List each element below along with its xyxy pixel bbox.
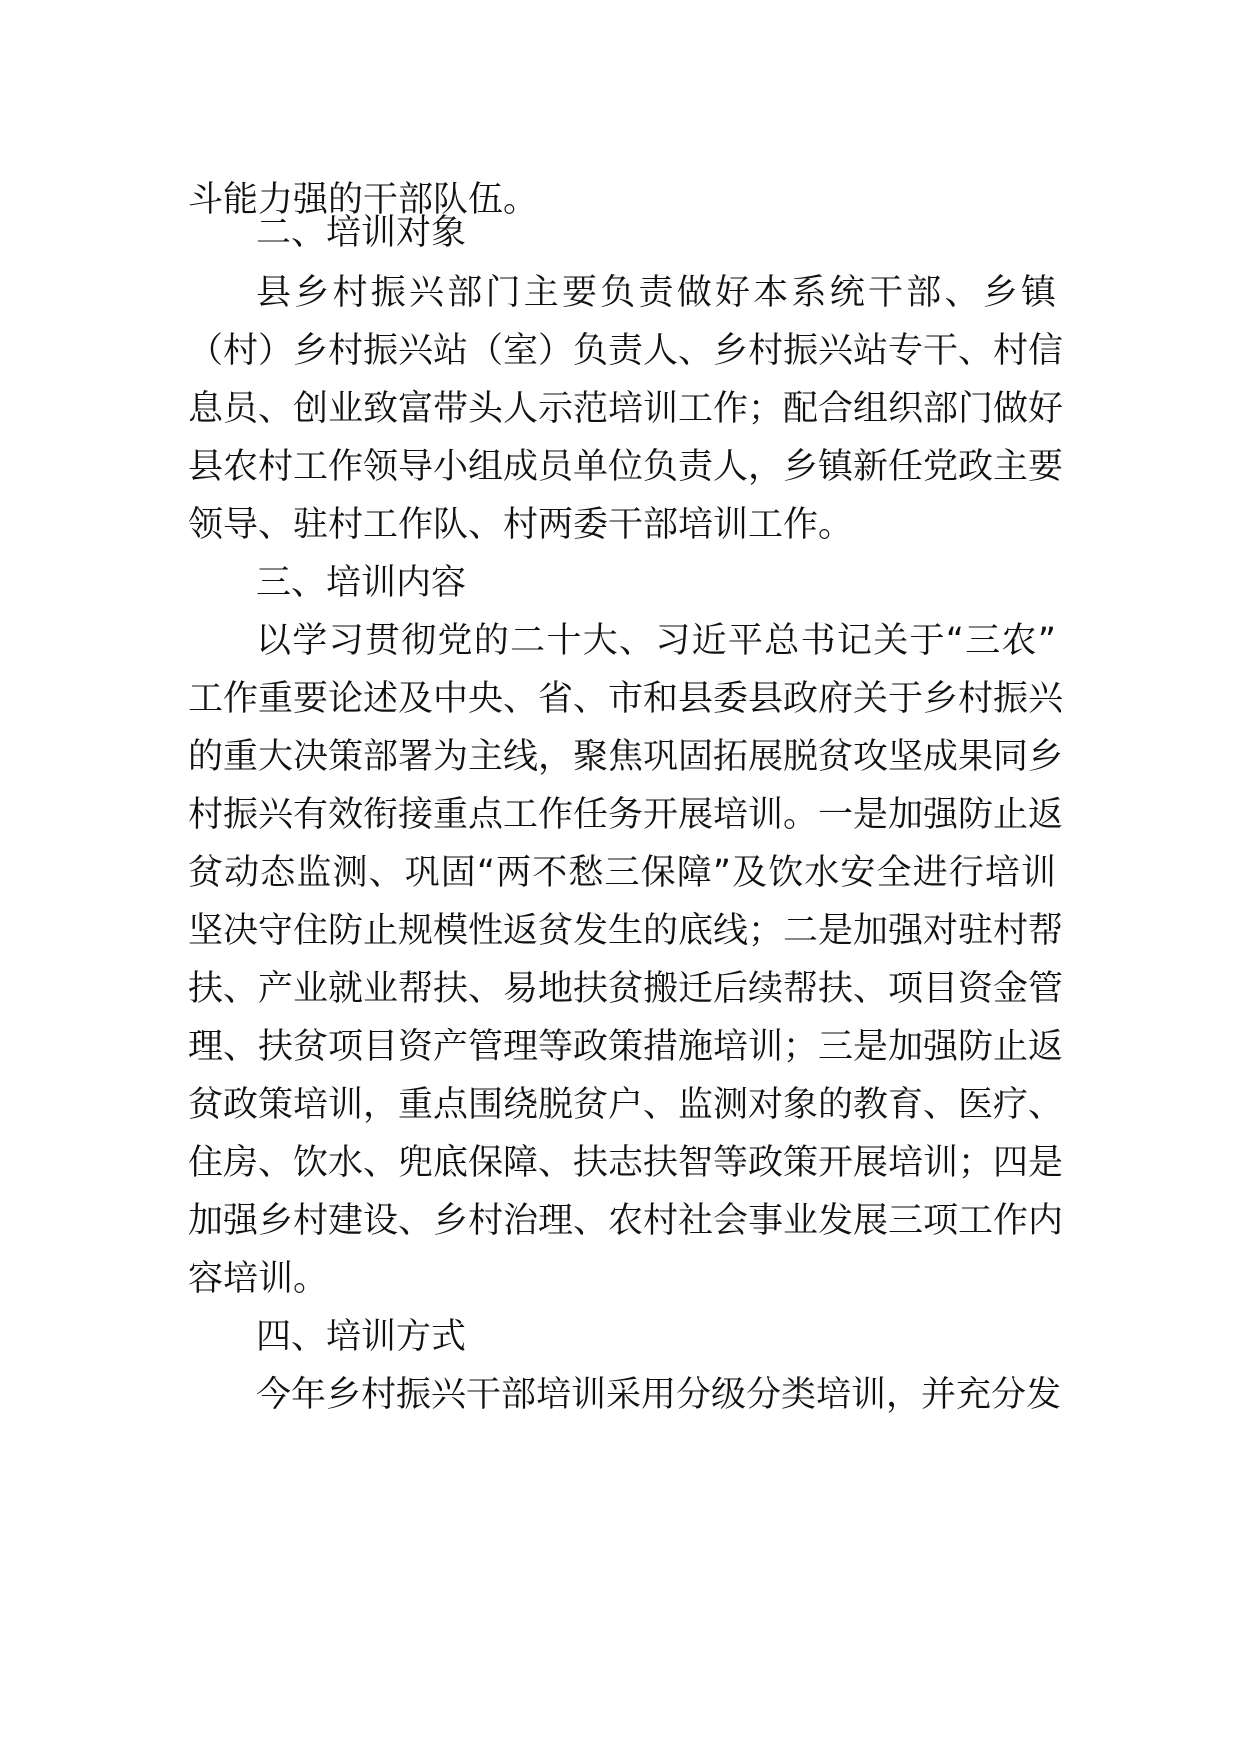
text-line: 县乡村振兴部门主要负责做好本系统干部、乡镇 [256, 273, 1056, 313]
text-line: 容培训。 [188, 1259, 329, 1299]
text-line: 斗能力强的干部队伍。 [188, 180, 539, 220]
text-line: 贫政策培训，重点围绕脱贫户、监测对象的教育、医疗、 [188, 1085, 1064, 1125]
section-heading: 三、培训内容 [256, 563, 467, 603]
section-heading: 四、培训方式 [256, 1317, 467, 1357]
text-line: 理、扶贫项目资产管理等政策措施培训；三是加强防止返 [188, 1027, 1064, 1067]
text-line: 的重大决策部署为主线，聚焦巩固拓展脱贫攻坚成果同乡 [188, 737, 1064, 777]
text-line: 以学习贯彻党的二十大、习近平总书记关于“三农” [256, 621, 1056, 661]
section-heading: 二、培训对象 [256, 213, 467, 253]
text-line: 领导、驻村工作队、村两委干部培训工作。 [188, 505, 854, 545]
text-line: 县农村工作领导小组成员单位负责人，乡镇新任党政主要 [188, 447, 1064, 487]
text-line: （村）乡村振兴站（室）负责人、乡村振兴站专干、村信 [188, 331, 1064, 371]
text-line: 息员、创业致富带头人示范培训工作；配合组织部门做好 [188, 389, 1064, 429]
text-line: 加强乡村建设、乡村治理、农村社会事业发展三项工作内 [188, 1201, 1064, 1241]
text-line: 扶、产业就业帮扶、易地扶贫搬迁后续帮扶、项目资金管 [188, 969, 1064, 1009]
text-line: 今年乡村振兴干部培训采用分级分类培训，并充分发 [256, 1375, 1062, 1415]
text-line: 坚决守住防止规模性返贫发生的底线；二是加强对驻村帮 [188, 911, 1064, 951]
text-line: 村振兴有效衔接重点工作任务开展培训。一是加强防止返 [188, 795, 1064, 835]
text-line: 住房、饮水、兜底保障、扶志扶智等政策开展培训；四是 [188, 1143, 1064, 1183]
text-line: 贫动态监测、巩固“两不愁三保障”及饮水安全进行培训 [188, 853, 1056, 893]
text-line: 工作重要论述及中央、省、市和县委县政府关于乡村振兴 [188, 679, 1064, 719]
